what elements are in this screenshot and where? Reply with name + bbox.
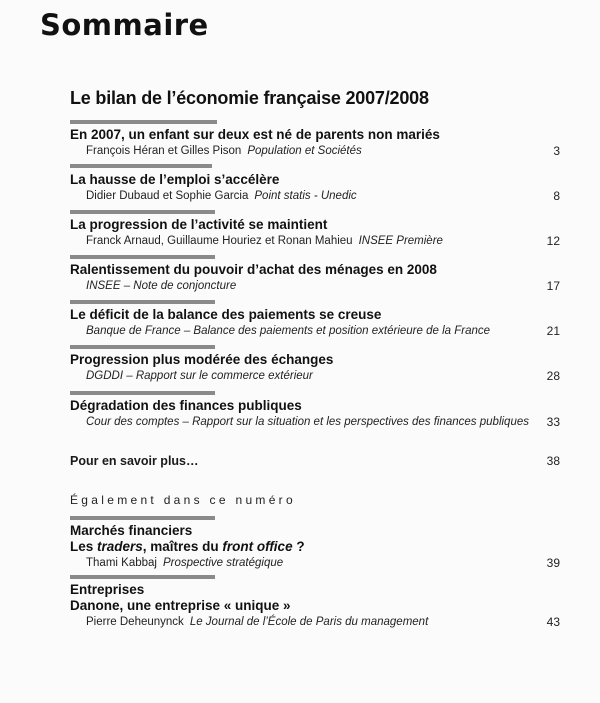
entry-source: Cour des comptes – Rapport sur la situation et les perspectives des finances publiques (86, 416, 529, 428)
entry-title: Dégradation des finances publiques (70, 398, 302, 413)
divider (70, 255, 215, 259)
toc-entry[interactable] (70, 307, 560, 338)
entry-byline (70, 369, 560, 383)
page-number: 3 (553, 144, 560, 158)
entry-source: Le Journal de l’École de Paris du management (189, 616, 429, 628)
entry-authors: Didier Dubaud et Sophie Garcia (86, 190, 249, 202)
entry-source: Prospective stratégique (162, 557, 284, 569)
entry-authors: François Héran et Gilles Pison (86, 145, 242, 157)
toc-entry[interactable] (70, 217, 560, 248)
page-number: 39 (546, 556, 560, 570)
section-title: Le bilan de l’économie française 2007/2008 (70, 88, 429, 108)
further-reading-label: Pour en savoir plus… (70, 454, 199, 468)
entry-title: En 2007, un enfant sur deux est né de parents non mariés (70, 127, 440, 142)
entry-title: Les traders, maîtres du front office ? (70, 539, 305, 554)
entry-source: DGDDI – Rapport sur le commerce extérieur (86, 370, 313, 382)
entry-source: INSEE – Note de conjoncture (86, 280, 237, 292)
divider (70, 575, 215, 579)
divider (70, 120, 217, 124)
page-number: 28 (546, 369, 560, 383)
page-number: 38 (546, 454, 560, 468)
divider (70, 164, 212, 168)
toc-entry[interactable] (70, 582, 560, 629)
entry-byline (70, 189, 560, 203)
entry-authors: Pierre Deheunynck (86, 616, 184, 628)
entry-authors: Franck Arnaud, Guillaume Houriez et Ronan Mahieu (86, 235, 353, 247)
entry-title: La hausse de l’emploi s’accélère (70, 172, 280, 187)
entry-title: Danone, une entreprise « unique » (70, 598, 291, 613)
page-number: 12 (546, 234, 560, 248)
divider (70, 516, 215, 520)
entry-title: La progression de l’activité se maintient (70, 217, 328, 232)
entry-title: Le déficit de la balance des paiements se creuse (70, 307, 382, 322)
page-number: 8 (553, 189, 560, 203)
divider (70, 210, 215, 214)
entry-title: Progression plus modérée des échanges (70, 352, 334, 367)
entry-source: Banque de France – Balance des paiements et position extérieure de la France (86, 325, 491, 337)
page-number: 21 (546, 324, 560, 338)
entry-byline (70, 279, 560, 293)
page-number: 17 (546, 279, 560, 293)
entry-authors: Thami Kabbaj (86, 557, 157, 569)
further-reading[interactable] (70, 454, 560, 468)
entry-byline (70, 234, 560, 248)
also-in-issue-heading: Également dans ce numéro (70, 493, 296, 507)
toc-entry[interactable] (70, 352, 560, 383)
entry-byline (70, 324, 560, 338)
entry-byline (70, 556, 560, 570)
toc-entry[interactable] (70, 262, 560, 293)
entry-byline (70, 415, 560, 429)
toc-entry[interactable] (70, 398, 560, 429)
entry-source: INSEE Première (358, 235, 443, 247)
divider (70, 300, 215, 304)
entry-source: Point statis - Unedic (254, 190, 357, 202)
entry-byline (70, 615, 560, 629)
page-number: 33 (546, 415, 560, 429)
divider (70, 345, 215, 349)
entry-category: Marchés financiers (70, 523, 193, 538)
page-number: 43 (546, 615, 560, 629)
divider (70, 391, 215, 395)
entry-title: Ralentissement du pouvoir d’achat des ménages en 2008 (70, 262, 437, 277)
page-title: Sommaire (40, 8, 209, 42)
toc-entry[interactable] (70, 523, 560, 570)
toc-entry[interactable] (70, 127, 560, 158)
toc-entry[interactable] (70, 172, 560, 203)
entry-category: Entreprises (70, 582, 145, 597)
entry-source: Population et Sociétés (247, 145, 362, 157)
entry-byline (70, 144, 560, 158)
